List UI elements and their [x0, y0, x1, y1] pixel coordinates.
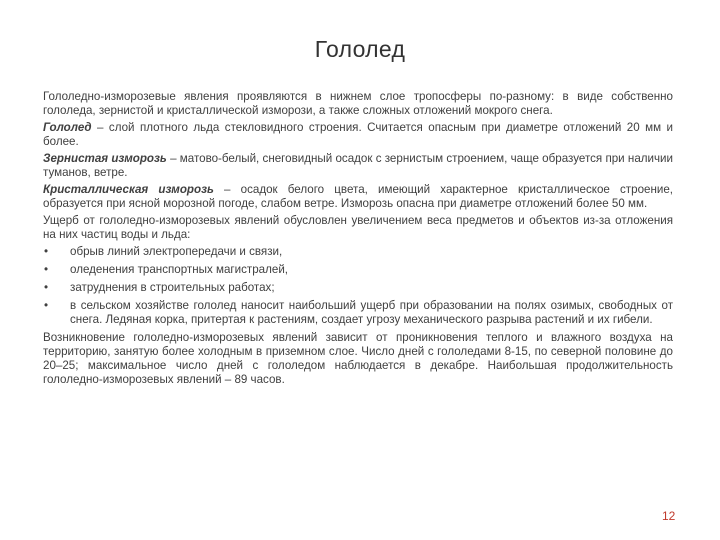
conclusion-paragraph: Возникновение гололедно-изморозевых явлений зависит от проникновения теплого и влажного воздуха на территорию, занятую более холодным в приземном слое. Число дней с гололедами 8-15, по северной половине до 20–25; максимальное число дней с гололедом наблюдается в декабре. Наибольшая продолжительность гололедно-изморозевых явлений – 89 часов. — [43, 331, 673, 386]
list-item — [43, 281, 673, 295]
list-item — [43, 245, 673, 259]
definition-text: – осадок белого цвета, имеющий характерное кристаллическое строение, образуется при ясной морозной погоде, слабом ветре. Изморозь опасна при диаметре отложений более 50 мм. — [43, 183, 674, 210]
slide-content — [43, 90, 673, 390]
definition-crystal-rime — [43, 183, 673, 211]
damage-list — [43, 245, 673, 327]
bullet-icon: • — [44, 263, 49, 276]
page-number: 12 — [662, 509, 676, 523]
bullet-icon: • — [44, 281, 49, 294]
list-item-text: затруднения в строительных работах; — [70, 281, 275, 294]
list-item-text: в сельском хозяйстве гололед наносит наибольший ущерб при образовании на полях озимых, свободных от снега. Ледяная корка, притертая к растениям, создает угрозу механического разрыва растений и их гибели. — [70, 299, 673, 326]
list-item-text: обрыв линий электропередачи и связи, — [70, 245, 283, 258]
list-item-text: оледенения транспортных магистралей, — [70, 263, 289, 276]
definition-term: Кристаллическая изморозь — [43, 183, 214, 196]
intro-paragraph: Гололедно-изморозевые явления проявляются в нижнем слое тропосферы по-разному: в виде собственно гололеда, зернистой и кристаллической изморози, а также сложных отложений мокрого снега. — [43, 90, 673, 117]
damage-intro-paragraph: Ущерб от гололедно-изморозевых явлений обусловлен увеличением веса предметов и объектов из-за отложения на них частиц воды и льда: — [43, 214, 673, 241]
definition-granular-rime — [43, 152, 673, 180]
definition-text: – слой плотного льда стекловидного строения. Считается опасным при диаметре отложений 20 мм и более. — [43, 121, 673, 148]
slide-title: Гололед — [314, 36, 406, 62]
bullet-icon: • — [44, 245, 49, 258]
definition-term: Гололед — [43, 121, 92, 134]
definition-term: Зернистая изморозь — [43, 152, 167, 165]
bullet-icon: • — [44, 299, 49, 312]
definition-glaze — [43, 121, 673, 149]
list-item — [43, 263, 673, 277]
list-item — [43, 299, 673, 327]
definition-text: – матово-белый, снеговидный осадок с зернистым строением, чаще образуется при наличии туманов, ветре. — [43, 152, 673, 179]
